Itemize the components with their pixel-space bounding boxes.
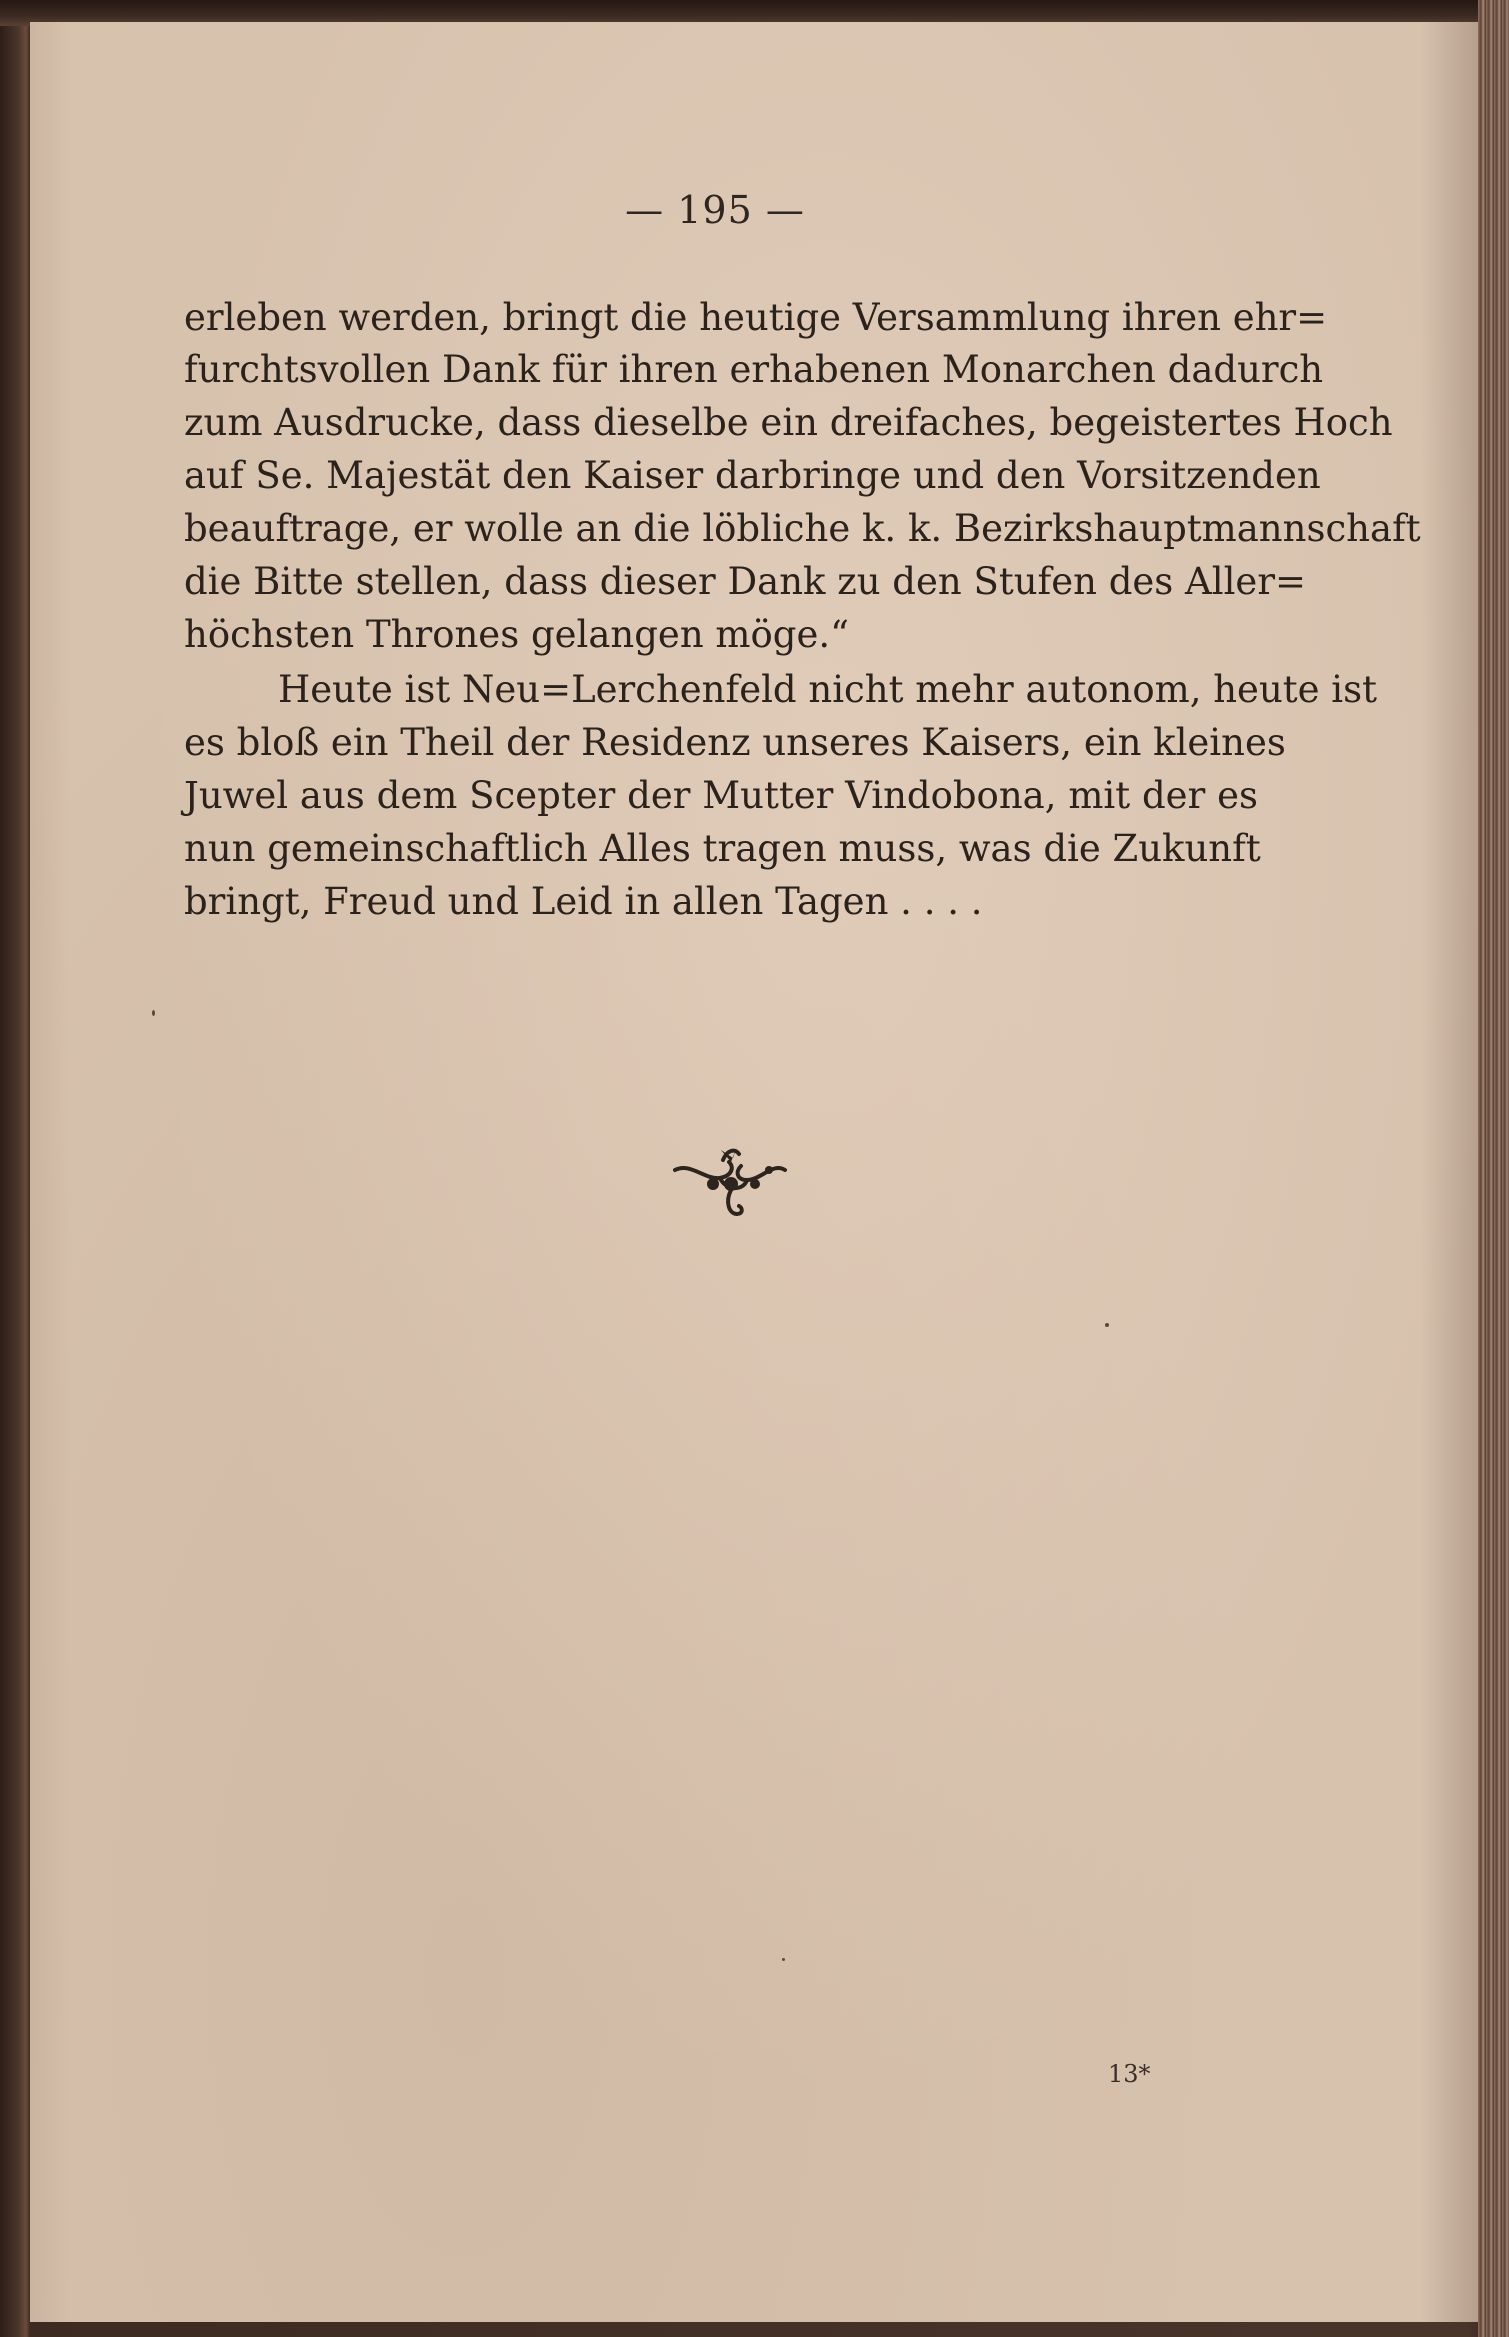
text-line: beauftrage, er wolle an die löbliche k. k. Bezirkshauptmannschaft: [184, 507, 1421, 550]
text-line: höchsten Thrones gelangen möge.“: [184, 613, 850, 656]
page-number: — 195 —: [625, 188, 805, 232]
text-line: bringt, Freud und Leid in allen Tagen . . . .: [184, 880, 983, 923]
text-line: auf Se. Majestät den Kaiser darbringe und den Vorsitzenden: [184, 454, 1321, 497]
text-line: zum Ausdrucke, dass dieselbe ein dreifaches, begeistertes Hoch: [184, 401, 1393, 444]
text-line: Juwel aus dem Scepter der Mutter Vindobona, mit der es: [184, 774, 1258, 817]
floral-ornament-icon: [665, 1140, 795, 1240]
page-stack-edge: [1478, 0, 1509, 2337]
text-line: nun gemeinschaftlich Alles tragen muss, was die Zukunft: [184, 827, 1261, 870]
signature-mark: 13*: [1108, 2060, 1151, 2088]
paper-speck: [152, 1010, 155, 1016]
text-line: furchtsvollen Dank für ihren erhabenen Monarchen dadurch: [184, 348, 1324, 391]
text-line: die Bitte stellen, dass dieser Dank zu den Stufen des Aller=: [184, 560, 1307, 603]
paper-speck: [1105, 1323, 1109, 1327]
paper-speck: [782, 1958, 785, 1961]
text-line: erleben werden, bringt die heutige Versammlung ihren ehr=: [184, 296, 1328, 339]
paragraph-first-line: Heute ist Neu=Lerchenfeld nicht mehr autonom, heute ist: [278, 668, 1377, 711]
text-line: es bloß ein Theil der Residenz unseres Kaisers, ein kleines: [184, 721, 1286, 764]
